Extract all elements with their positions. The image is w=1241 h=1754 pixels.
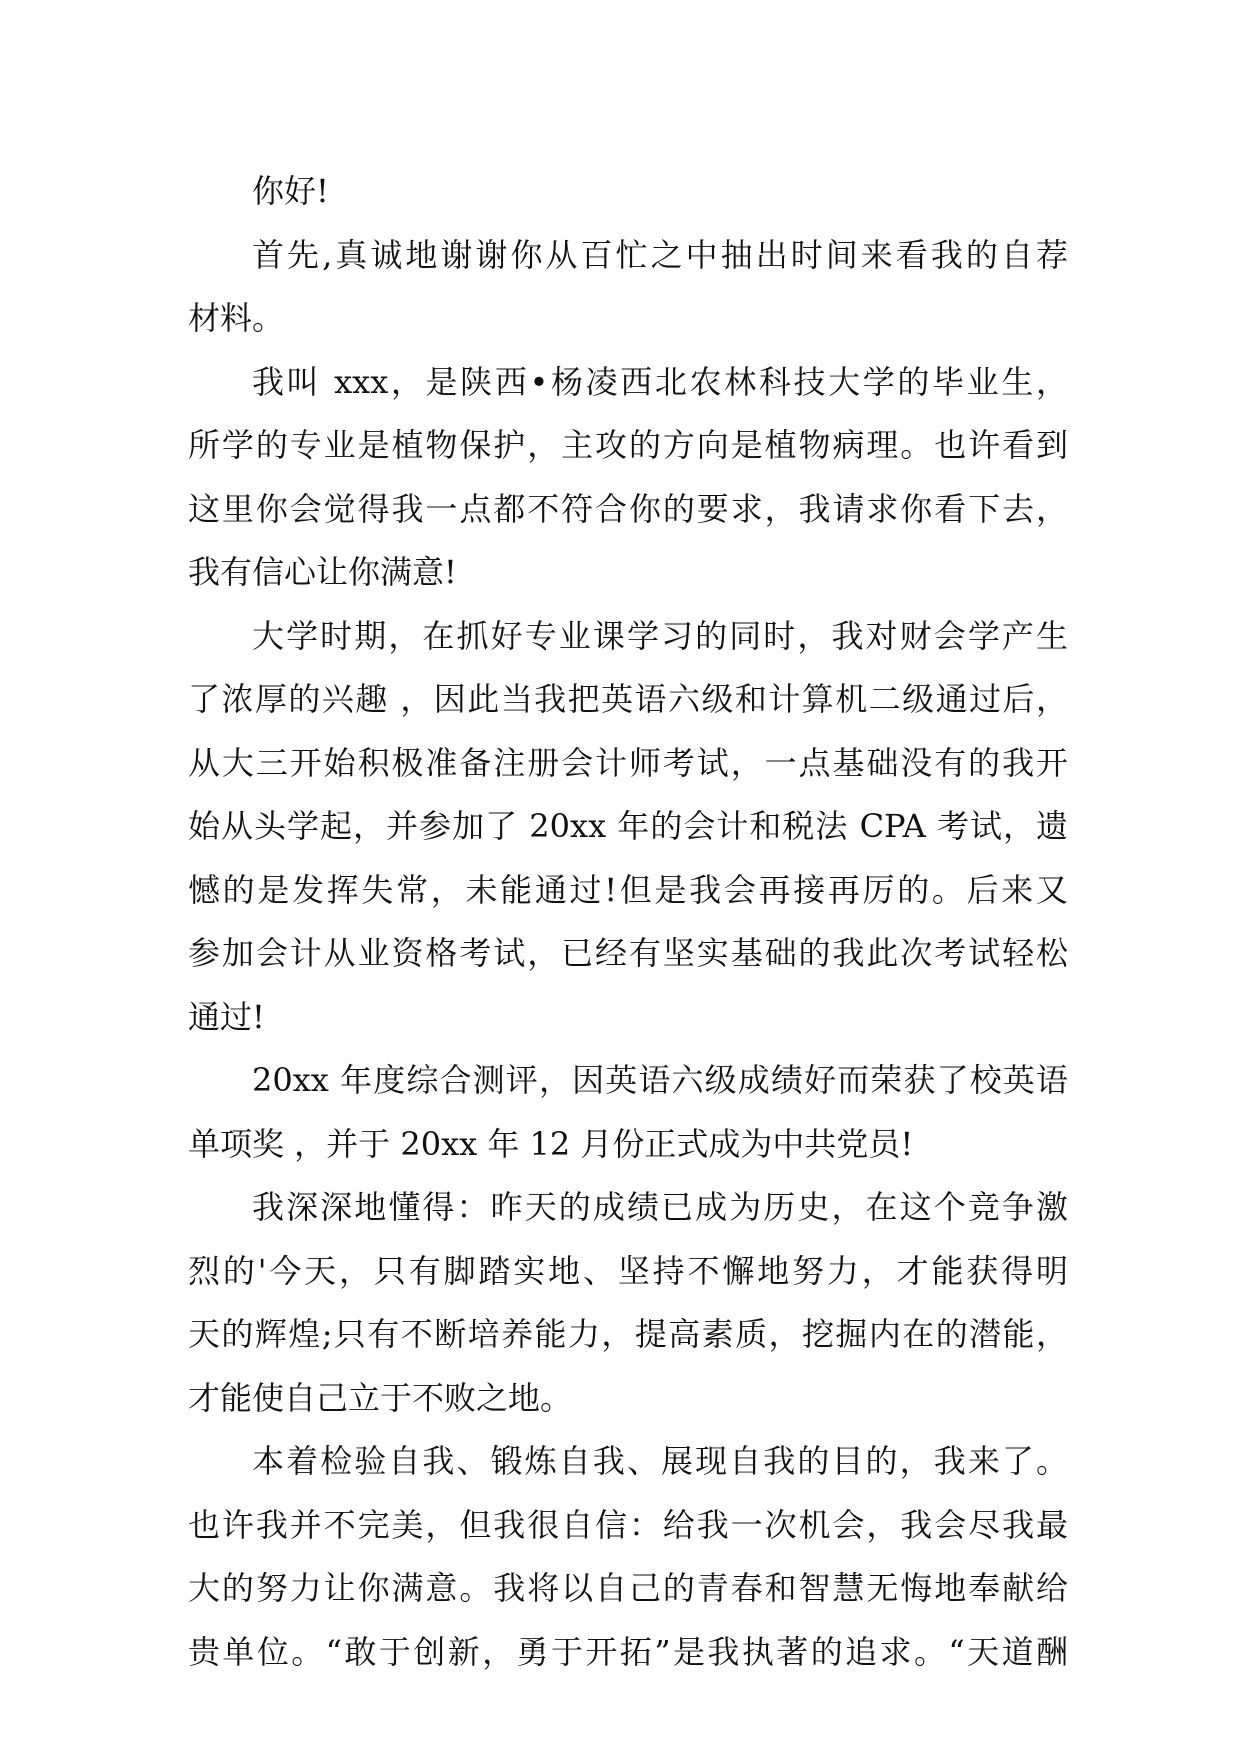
paragraph-line: 我有信心让你满意!	[188, 553, 457, 591]
paragraph-line: 本着检验自我、锻炼自我、展现自我的目的，我来了。	[252, 1442, 1068, 1480]
letter-body	[188, 160, 1068, 1684]
paragraph-line: 从大三开始积极准备注册会计师考试，一点基础没有的我开	[188, 743, 1068, 782]
paragraph-line: 所学的专业是植物保护，主攻的方向是植物病理。也许看到	[188, 426, 1068, 464]
paragraph-line: 材料。	[188, 299, 285, 337]
paragraph-line: 这里你会觉得我一点都不符合你的要求，我请求你看下去，	[188, 489, 1068, 528]
paragraph-line: 我深深地懂得：昨天的成绩已成为历史，在这个竞争激	[252, 1188, 1068, 1226]
greeting-line: 你好!	[252, 172, 329, 210]
paragraph-line: 才能使自己立于不败之地。	[188, 1378, 573, 1417]
paragraph-line: 首先,真诚地谢谢你从百忙之中抽出时间来看我的自荐	[252, 235, 1068, 274]
paragraph-line: 憾的是发挥失常，未能通过!但是我会再接再厉的。后来又	[188, 870, 1068, 909]
paragraph-line: 也许我并不完美，但我很自信：给我一次机会，我会尽我最	[188, 1505, 1068, 1544]
paragraph-line: 了浓厚的兴趣 ，因此当我把英语六级和计算机二级通过后，	[188, 680, 1068, 718]
paragraph-line: 20xx 年度综合测评，因英语六级成绩好而荣获了校英语	[252, 1061, 1068, 1099]
paragraph-line: 天的辉煌;只有不断培养能力，提高素质，挖掘内在的潜能，	[188, 1315, 1068, 1353]
paragraph-line: 贵单位。“敢于创新，勇于开拓”是我执著的追求。“天道酬	[188, 1632, 1068, 1671]
paragraph-line: 大的努力让你满意。我将以自己的青春和智慧无悔地奉献给	[188, 1569, 1068, 1607]
paragraph-line: 单项奖 ，并于 20xx 年 12 月份正式成为中共党员!	[188, 1124, 914, 1163]
paragraph-line: 烈的'今天，只有脚踏实地、坚持不懈地努力，才能获得明	[188, 1251, 1068, 1290]
paragraph-line: 始从头学起，并参加了 20xx 年的会计和税法 CPA 考试，遗	[188, 807, 1068, 845]
paragraph-line: 通过!	[188, 997, 265, 1036]
paragraph-line: 参加会计从业资格考试，已经有坚实基础的我此次考试轻松	[188, 934, 1068, 972]
paragraph-line: 我叫 xxx，是陕西•杨凌西北农林科技大学的毕业生，	[252, 362, 1068, 401]
paragraph-line: 大学时期，在抓好专业课学习的同时，我对财会学产生	[252, 616, 1068, 655]
